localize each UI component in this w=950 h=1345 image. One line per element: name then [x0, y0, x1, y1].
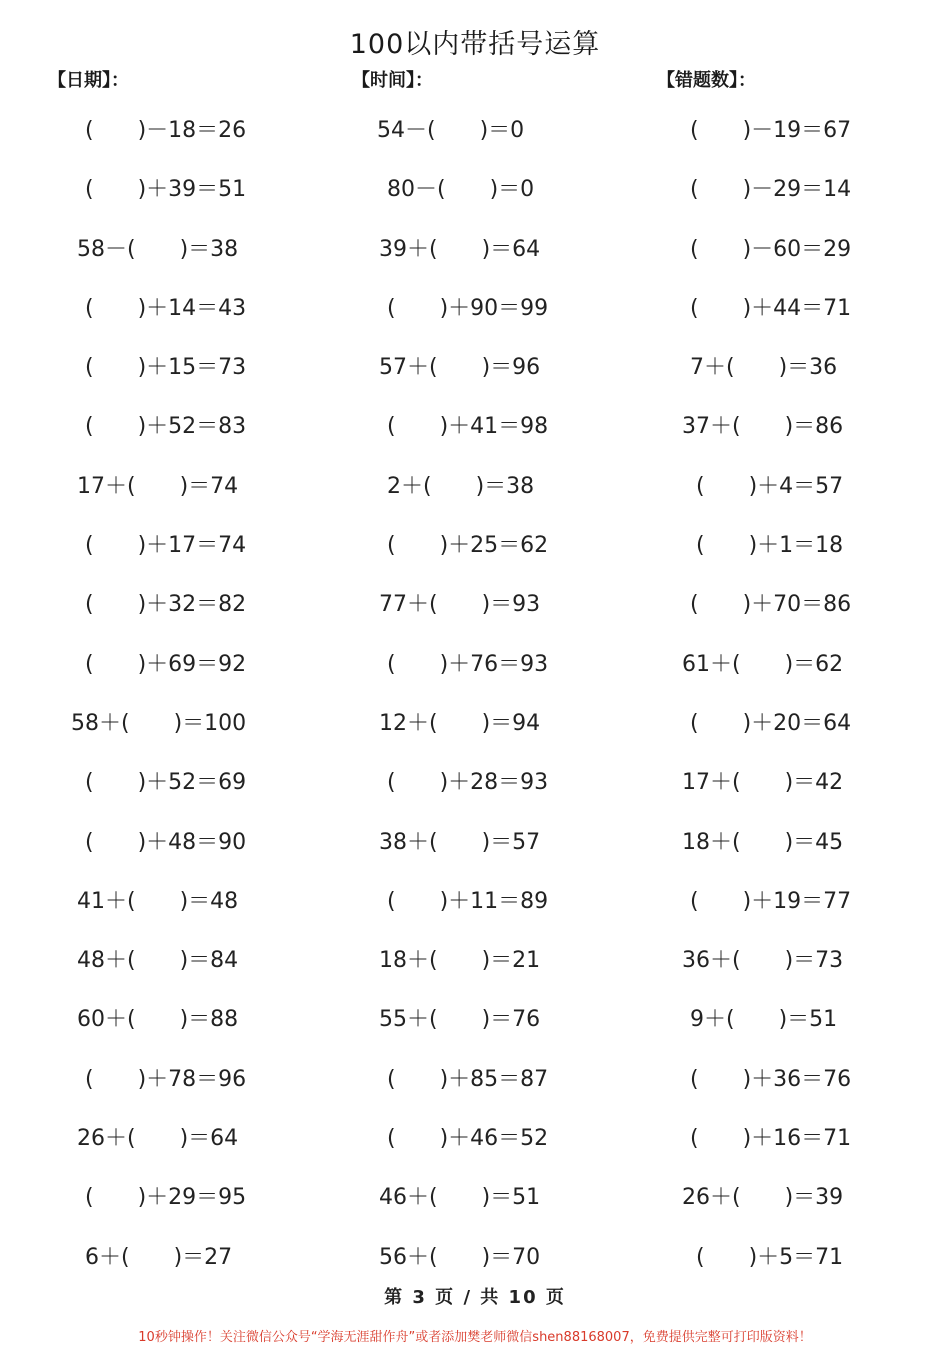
equation: ( )＋39＝51 — [85, 177, 247, 203]
equation: ( )＋17＝74 — [85, 533, 247, 559]
problem-grid — [0, 90, 950, 1276]
problem-cell — [55, 446, 355, 505]
problem-cell — [55, 742, 355, 801]
problem-row — [0, 1039, 950, 1098]
equation: ( )－60＝29 — [690, 236, 852, 262]
equation: ( )＋19＝77 — [690, 888, 852, 914]
equation: 61＋( )＝62 — [682, 651, 844, 677]
problem-cell — [357, 624, 657, 683]
problem-row — [0, 209, 950, 268]
equation: 37＋( )＝86 — [682, 414, 844, 440]
problem-cell — [55, 268, 355, 327]
problem-cell — [55, 90, 355, 149]
equation: ( )＋48＝90 — [85, 829, 247, 855]
equation: ( )＋15＝73 — [85, 355, 247, 381]
equation: ( )＋4＝57 — [696, 473, 844, 499]
problem-cell — [660, 742, 950, 801]
equation: 12＋( )＝94 — [379, 710, 541, 736]
problem-row — [0, 742, 950, 801]
equation: 55＋( )＝76 — [379, 1007, 541, 1033]
error-count-label: 【错题数】： — [657, 70, 756, 91]
equation: ( )＋78＝96 — [85, 1066, 247, 1092]
equation: ( )－29＝14 — [690, 177, 852, 203]
problem-cell — [55, 624, 355, 683]
equation: 17＋( )＝74 — [77, 473, 239, 499]
problem-cell — [660, 327, 950, 386]
problem-cell — [55, 1217, 355, 1276]
equation: ( )＋41＝98 — [387, 414, 549, 440]
equation: 18＋( )＝45 — [682, 829, 844, 855]
problem-row — [0, 1217, 950, 1276]
problem-cell — [357, 446, 657, 505]
problem-row — [0, 505, 950, 564]
equation: 26＋( )＝64 — [77, 1126, 239, 1152]
problem-row — [0, 149, 950, 208]
problem-cell — [357, 90, 657, 149]
problem-row — [0, 1098, 950, 1157]
equation: ( )＋52＝83 — [85, 414, 247, 440]
problem-cell — [55, 979, 355, 1038]
problem-cell — [357, 979, 657, 1038]
promo-banner: 10秒钟操作！关注微信公众号“学海无涯甜作舟”或者添加樊老师微信shen88168007，免费提供完整可打印版资料！ — [138, 1330, 812, 1345]
problem-cell — [357, 1098, 657, 1157]
problem-cell — [55, 683, 355, 742]
equation: 41＋( )＝48 — [77, 888, 239, 914]
equation: 36＋( )＝73 — [682, 948, 844, 974]
page-indicator: 第 3 页 / 共 10 页 — [384, 1287, 566, 1308]
equation: 58＋( )＝100 — [71, 710, 247, 736]
problem-row — [0, 268, 950, 327]
problem-row — [0, 386, 950, 445]
problem-cell — [55, 149, 355, 208]
problem-cell — [357, 683, 657, 742]
equation: 2＋( )＝38 — [387, 473, 535, 499]
problem-cell — [660, 149, 950, 208]
problem-cell — [55, 327, 355, 386]
equation: ( )＋44＝71 — [690, 295, 852, 321]
equation: 9＋( )＝51 — [690, 1007, 838, 1033]
problem-cell — [357, 802, 657, 861]
problem-cell — [660, 683, 950, 742]
problem-cell — [55, 564, 355, 623]
equation: ( )＋32＝82 — [85, 592, 247, 618]
problem-row — [0, 802, 950, 861]
date-label: 【日期】： — [48, 70, 129, 91]
problem-cell — [357, 920, 657, 979]
equation: 57＋( )＝96 — [379, 355, 541, 381]
problem-row — [0, 920, 950, 979]
equation: 80－( )＝0 — [387, 177, 535, 203]
problem-row — [0, 683, 950, 742]
equation: 77＋( )＝93 — [379, 592, 541, 618]
equation: ( )＋28＝93 — [387, 770, 549, 796]
problem-row — [0, 564, 950, 623]
problem-cell — [55, 209, 355, 268]
equation: 48＋( )＝84 — [77, 948, 239, 974]
equation: ( )＋20＝64 — [690, 710, 852, 736]
equation: 18＋( )＝21 — [379, 948, 541, 974]
problem-cell — [660, 920, 950, 979]
equation: ( )＋25＝62 — [387, 533, 549, 559]
problem-row — [0, 90, 950, 149]
equation: ( )＋11＝89 — [387, 888, 549, 914]
problem-row — [0, 624, 950, 683]
problem-row — [0, 1157, 950, 1216]
equation: ( )－18＝26 — [85, 118, 247, 143]
problem-cell — [660, 624, 950, 683]
problem-cell — [660, 1039, 950, 1098]
equation: ( )＋16＝71 — [690, 1126, 852, 1152]
problem-cell — [55, 1039, 355, 1098]
problem-cell — [357, 505, 657, 564]
equation: ( )＋69＝92 — [85, 651, 247, 677]
worksheet-title: 100以内带括号运算 — [349, 29, 601, 60]
problem-cell — [55, 1157, 355, 1216]
problem-cell — [357, 1157, 657, 1216]
problem-cell — [357, 386, 657, 445]
equation: ( )－19＝67 — [690, 118, 852, 143]
problem-cell — [660, 979, 950, 1038]
equation: ( )＋76＝93 — [387, 651, 549, 677]
equation: ( )＋14＝43 — [85, 295, 247, 321]
problem-cell — [357, 861, 657, 920]
equation: ( )＋90＝99 — [387, 295, 549, 321]
problem-cell — [660, 1217, 950, 1276]
problem-cell — [357, 1217, 657, 1276]
equation: ( )＋29＝95 — [85, 1185, 247, 1211]
problem-cell — [660, 209, 950, 268]
time-label: 【时间】： — [352, 70, 433, 91]
problem-cell — [660, 802, 950, 861]
problem-row — [0, 327, 950, 386]
equation: 46＋( )＝51 — [379, 1185, 541, 1211]
problem-cell — [55, 802, 355, 861]
equation: ( )＋1＝18 — [696, 533, 844, 559]
problem-row — [0, 446, 950, 505]
problem-cell — [660, 386, 950, 445]
equation: ( )＋36＝76 — [690, 1066, 852, 1092]
problem-cell — [357, 1039, 657, 1098]
equation: 6＋( )＝27 — [85, 1244, 233, 1270]
equation: 56＋( )＝70 — [379, 1244, 541, 1270]
problem-cell — [660, 446, 950, 505]
problem-cell — [357, 564, 657, 623]
equation: 54－( )＝0 — [377, 118, 525, 143]
problem-cell — [660, 90, 950, 149]
equation: ( )＋70＝86 — [690, 592, 852, 618]
problem-cell — [660, 564, 950, 623]
problem-cell — [357, 268, 657, 327]
problem-cell — [55, 861, 355, 920]
equation: 17＋( )＝42 — [682, 770, 844, 796]
problem-cell — [55, 1098, 355, 1157]
problem-cell — [55, 386, 355, 445]
equation: 39＋( )＝64 — [379, 236, 541, 262]
problem-cell — [55, 505, 355, 564]
problem-row — [0, 979, 950, 1038]
equation: 58－( )＝38 — [77, 236, 239, 262]
equation: 60＋( )＝88 — [77, 1007, 239, 1033]
equation: ( )＋52＝69 — [85, 770, 247, 796]
equation: ( )＋5＝71 — [696, 1244, 844, 1270]
equation: 38＋( )＝57 — [379, 829, 541, 855]
problem-cell — [357, 742, 657, 801]
problem-cell — [357, 149, 657, 208]
problem-cell — [660, 1098, 950, 1157]
problem-cell — [660, 861, 950, 920]
problem-cell — [55, 920, 355, 979]
problem-cell — [660, 268, 950, 327]
problem-row — [0, 861, 950, 920]
equation: 26＋( )＝39 — [682, 1185, 844, 1211]
problem-cell — [357, 327, 657, 386]
equation: ( )＋85＝87 — [387, 1066, 549, 1092]
equation: ( )＋46＝52 — [387, 1126, 549, 1152]
problem-cell — [660, 1157, 950, 1216]
problem-cell — [660, 505, 950, 564]
equation: 7＋( )＝36 — [690, 355, 838, 381]
problem-cell — [357, 209, 657, 268]
